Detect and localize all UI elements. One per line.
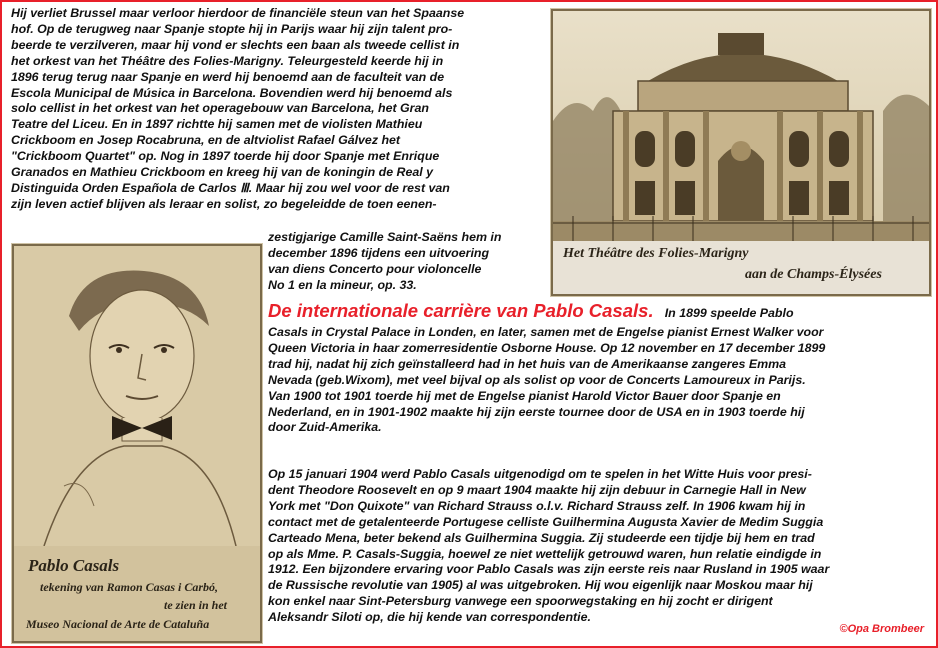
heading-text: De internationale carrière van Pablo Casals. (268, 300, 654, 321)
portrait-caption-name: Pablo Casals (28, 556, 120, 575)
theatre-caption-line2: aan de Champs-Élysées (745, 267, 882, 282)
text-line: het orkest van het Théâtre des Folies-Marigny. Teleurgesteld keerde hij in (11, 53, 444, 68)
text-line: door Zuid-Amerika. (268, 420, 382, 435)
portrait-caption-line3: Museo Nacional de Arte de Cataluña (26, 617, 210, 631)
text-line: No 1 en la mineur, op. 33. (268, 277, 417, 292)
section-heading (268, 300, 794, 322)
text-line: december 1896 tijdens een uitvoering (268, 245, 490, 260)
portrait-caption-line2: te zien in het (164, 598, 228, 612)
text-line: op als Mme. P. Casals-Suggia, hoewel ze niet wettelijk getrouwd waren, hun relatie eindigde in (268, 546, 822, 561)
text-line: Teatre del Liceu. En in 1897 richtte hij samen met de violisten Mathieu (11, 117, 423, 132)
text-line: hof. Op de terugweg naar Spanje stopte hij in Parijs waar hij zijn talent pro- (11, 21, 453, 36)
intro-continuation (268, 230, 501, 294)
text-line: Nederland, en in 1901-1902 maakte hij zijn eerste tournee door de USA en in 1903 toerde hij (268, 404, 805, 419)
text-line: Nevada (geb.Wixom), met veel bijval op als solist op voor de Concerts Lamoureux in Parijs. (268, 372, 806, 387)
text-line: dent Theodore Roosevelt en op 9 maart 1904 maakte hij zijn debuur in Carnegie Hall in New (268, 482, 806, 497)
credit: ©Opa Brombeer (839, 623, 924, 635)
text-line: 1912. Een bijzondere ervaring voor Pablo Casals was zijn eerste reis naar Rusland in 1905 waar (268, 562, 830, 577)
text-line: zijn leven actief blijven als leraar en solist, zo begeleidde de toen eenen- (11, 196, 437, 211)
intro-paragraph (11, 6, 464, 213)
text-line: Crickboom en Josep Rocabruna, en de altviolist Rafael Gálvez het (11, 133, 401, 148)
text-line: 1896 terug terug naar Spanje en werd hij benoemd aan de faculteit van de (11, 69, 445, 84)
text-line: zestigjarige Camille Saint-Saëns hem in (268, 230, 502, 244)
text-line: Casals in Crystal Palace in Londen, en later, samen met de Engelse pianist Ernest Walker voor (268, 325, 824, 339)
portrait-drawing (12, 244, 262, 643)
portrait-caption-line1: tekening van Ramon Casas i Carbó, (40, 580, 219, 594)
text-line: de Russische revolutie van 1905) al was uitgebroken. Hij wou eigenlijk naar Moskou maar hij (268, 578, 813, 593)
text-line: Queen Victoria in haar zomerresidentie Osborne House. Op 12 november en 17 december 1899 (268, 340, 826, 355)
text-line: contact met de getalenteerde Portugese celliste Guilhermina Augusta Xavier de Medim Suggia (268, 514, 824, 529)
text-line: Granados en Mathieu Crickboom en kreeg hij van de koningin de Real y (11, 165, 434, 180)
text-line: Van 1900 tot 1901 toerde hij met de Engelse pianist Harold Victor Bauer door Spanje en (268, 388, 781, 403)
text-line: Distinguida Orden Española de Carlos Ⅲ. Maar hij zou wel voor de rest van (11, 180, 450, 195)
text-line: York met "Don Quixote" van Richard Strauss o.l.v. Richard Strauss zelf. In 1906 kwam hij in (268, 498, 806, 513)
text-line: kon enkel naar Sint-Petersburg vanwege een spoorwegstaking en hij zocht er dirigent (268, 594, 773, 609)
text-line: beerde te verzilveren, maar hij vond er slechts een baan als tweede cellist in (11, 37, 460, 52)
career-paragraph (268, 325, 825, 436)
text-line: Op 15 januari 1904 werd Pablo Casals uitgenodigd om te spelen in het Witte Huis voor presi- (268, 467, 812, 481)
text-line: Escola Municipal de Música in Barcelona. Bovendien werd hij benoemd als (11, 85, 453, 100)
text-line: Aleksandr Siloti op, die hij kende van correspondentie. (268, 610, 591, 625)
theatre-photo (551, 9, 931, 296)
text-line: "Crickboom Quartet" op. Nog in 1897 toerde hij door Spanje met Enrique (11, 149, 440, 164)
heading-tail: In 1899 speelde Pablo (664, 306, 794, 320)
text-line: solo cellist in het orkest van het operagebouw van Barcelona, het Gran (11, 101, 429, 116)
text-line: Carteado Mena, beter bekend als Guilhermina Suggia. Zij studeerde een tijdje bij hem en trad (268, 530, 815, 545)
text-line: trad hij, nadat hij zich geïnstalleerd had in het huis van de Amerikaanse zangeres Emma (268, 356, 787, 371)
theatre-caption-line1: Het Théâtre des Folies-Marigny (563, 246, 749, 261)
text-line: van diens Concerto pour violoncelle (268, 261, 482, 276)
later-paragraph (268, 467, 829, 626)
text-line: Hij verliet Brussel maar verloor hierdoor de financiële steun van het Spaanse (11, 6, 465, 20)
